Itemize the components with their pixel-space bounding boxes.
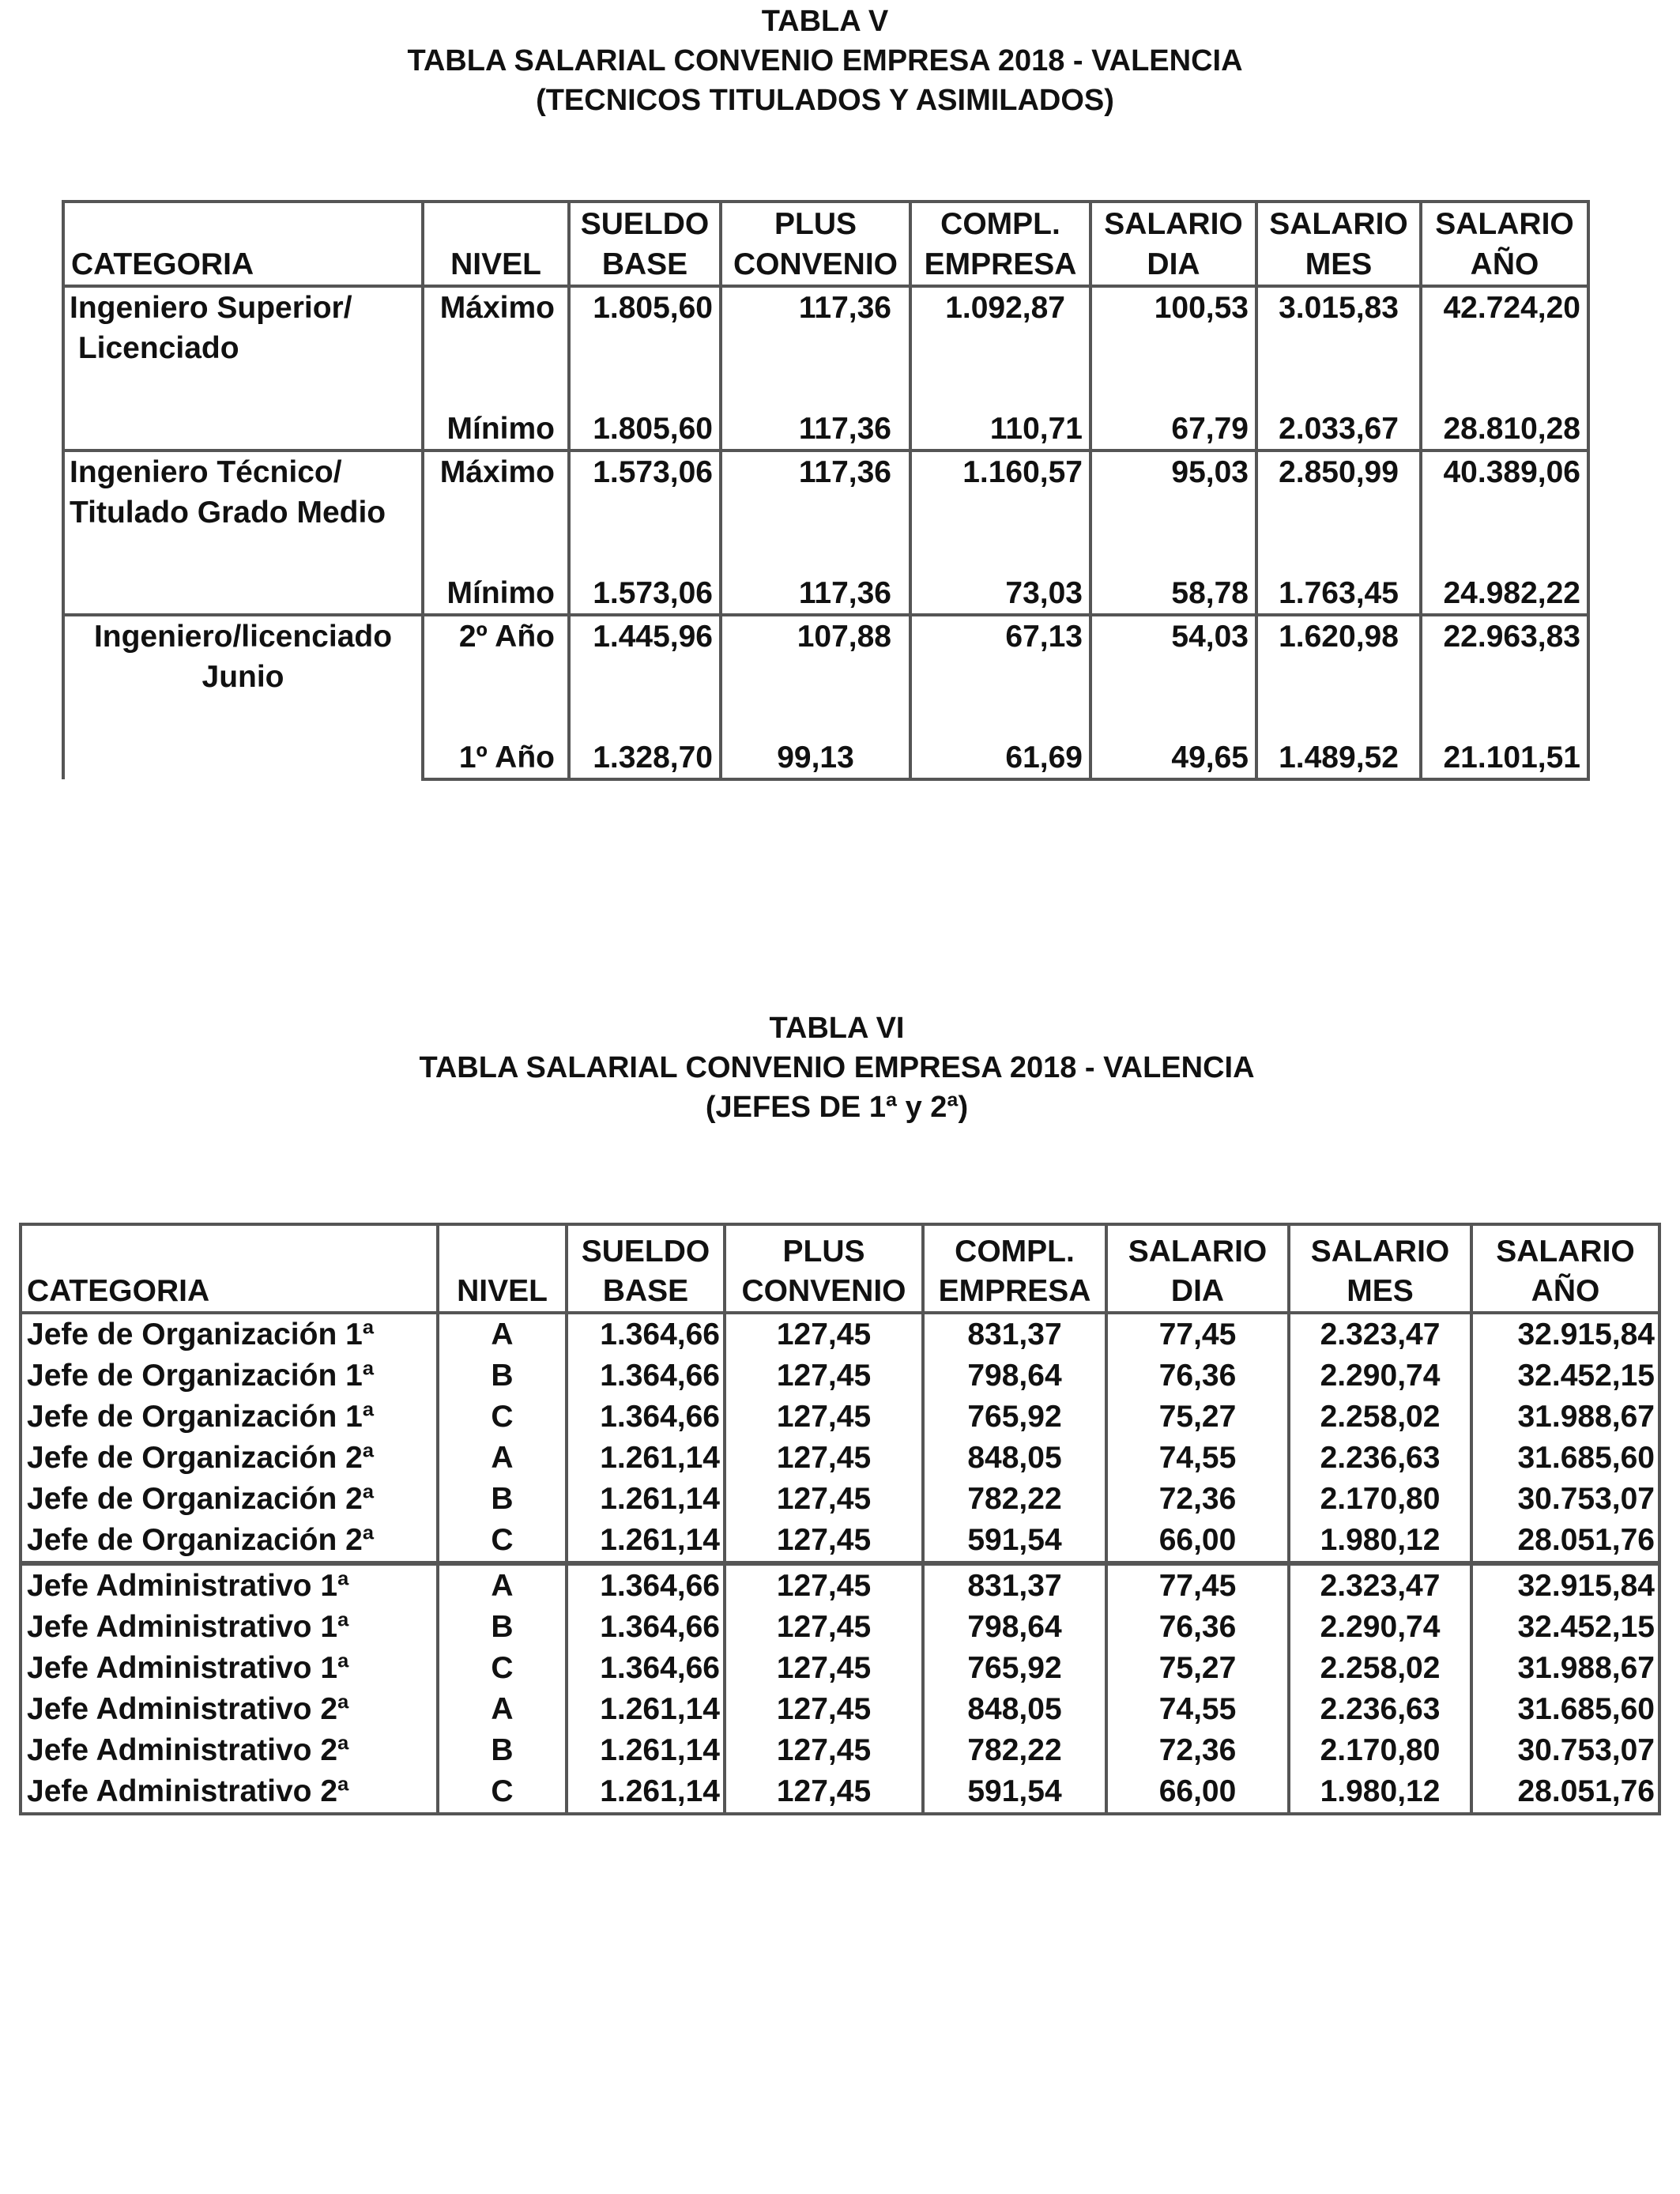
dia-cell: 75,27 <box>1106 1397 1289 1438</box>
table-row <box>21 1397 1659 1438</box>
mes-cell: 2.236,63 <box>1289 1438 1471 1479</box>
group-categoria: Ingeniero/licenciado Junio <box>63 615 423 779</box>
tabla5-title: TABLA V <box>761 5 889 38</box>
dia-cell: 76,36 <box>1106 1607 1289 1648</box>
header-sueldo-base: SUELDO BASE <box>569 202 721 286</box>
ano-cell: 24.982,22 <box>1421 573 1588 615</box>
sueldo-cell: 1.364,66 <box>567 1397 725 1438</box>
header-categoria: CATEGORIA <box>21 1224 438 1313</box>
sueldo-cell: 1.573,06 <box>569 450 721 492</box>
sueldo-cell: 1.364,66 <box>567 1313 725 1355</box>
ano-cell: 32.452,15 <box>1471 1355 1659 1397</box>
mes-cell: 2.236,63 <box>1289 1689 1471 1730</box>
mes-cell: 2.323,47 <box>1289 1563 1471 1607</box>
nivel-cell: 1º Año <box>423 737 569 779</box>
tabla6-body <box>21 1313 1659 1814</box>
header-nivel: NIVEL <box>423 202 569 286</box>
nivel-cell: A <box>438 1689 567 1730</box>
categoria-cell: Jefe de Organización 2ª <box>21 1479 438 1520</box>
nivel-cell: Mínimo <box>423 573 569 615</box>
plus-cell: 117,36 <box>721 409 910 450</box>
dia-cell: 75,27 <box>1106 1648 1289 1689</box>
mes-cell: 1.980,12 <box>1289 1520 1471 1563</box>
plus-cell: 107,88 <box>721 615 910 657</box>
ano-cell: 31.988,67 <box>1471 1648 1659 1689</box>
plus-cell: 127,45 <box>725 1563 923 1607</box>
compl-cell: 765,92 <box>923 1648 1106 1689</box>
compl-cell: 848,05 <box>923 1438 1106 1479</box>
header-salario-mes: SALARIO MES <box>1256 202 1421 286</box>
ano-cell: 32.452,15 <box>1471 1607 1659 1648</box>
nivel-cell: C <box>438 1397 567 1438</box>
table-row <box>21 1771 1659 1814</box>
nivel-cell: 2º Año <box>423 615 569 657</box>
plus-cell: 117,36 <box>721 286 910 328</box>
nivel-cell: Mínimo <box>423 409 569 450</box>
compl-cell: 1.092,87 <box>910 286 1090 328</box>
ano-cell: 30.753,07 <box>1471 1479 1659 1520</box>
sueldo-cell: 1.805,60 <box>569 286 721 328</box>
tabla6-table <box>19 1223 1661 1815</box>
categoria-cell: Jefe Administrativo 2ª <box>21 1730 438 1771</box>
mes-cell: 2.290,74 <box>1289 1607 1471 1648</box>
ano-cell: 28.810,28 <box>1421 409 1588 450</box>
table-row <box>21 1689 1659 1730</box>
header-salario-dia: SALARIO DIA <box>1090 202 1256 286</box>
plus-cell: 99,13 <box>721 737 910 779</box>
compl-cell: 591,54 <box>923 1771 1106 1814</box>
header-plus-convenio: PLUS CONVENIO <box>725 1224 923 1313</box>
dia-cell: 74,55 <box>1106 1689 1289 1730</box>
sueldo-cell: 1.261,14 <box>567 1771 725 1814</box>
header-sueldo-base: SUELDO BASE <box>567 1224 725 1313</box>
sueldo-cell: 1.261,14 <box>567 1689 725 1730</box>
group-categoria: Ingeniero Técnico/ Titulado Grado Medio <box>63 450 423 615</box>
sueldo-cell: 1.328,70 <box>569 737 721 779</box>
compl-cell: 798,64 <box>923 1355 1106 1397</box>
sueldo-cell: 1.261,14 <box>567 1520 725 1563</box>
categoria-cell: Jefe Administrativo 1ª <box>21 1563 438 1607</box>
compl-cell: 831,37 <box>923 1563 1106 1607</box>
ano-cell: 22.963,83 <box>1421 615 1588 657</box>
compl-cell: 1.160,57 <box>910 450 1090 492</box>
tabla6-title: TABLA VI <box>769 1012 905 1045</box>
tabla5-subtitle2: (TECNICOS TITULADOS Y ASIMILADOS) <box>536 84 1114 117</box>
nivel-cell: C <box>438 1648 567 1689</box>
nivel-cell: Máximo <box>423 286 569 328</box>
dia-cell: 74,55 <box>1106 1438 1289 1479</box>
table-row <box>21 1730 1659 1771</box>
categoria-cell: Jefe de Organización 2ª <box>21 1438 438 1479</box>
sueldo-cell: 1.805,60 <box>569 409 721 450</box>
plus-cell: 127,45 <box>725 1648 923 1689</box>
dia-cell: 67,79 <box>1090 409 1256 450</box>
mes-cell: 2.258,02 <box>1289 1648 1471 1689</box>
compl-cell: 765,92 <box>923 1397 1106 1438</box>
sueldo-cell: 1.573,06 <box>569 573 721 615</box>
mes-cell: 1.620,98 <box>1256 615 1421 657</box>
sueldo-cell: 1.364,66 <box>567 1563 725 1607</box>
header-salario-ano: SALARIO AÑO <box>1421 202 1588 286</box>
header-nivel: NIVEL <box>438 1224 567 1313</box>
compl-cell: 73,03 <box>910 573 1090 615</box>
header-plus-convenio: PLUS CONVENIO <box>721 202 910 286</box>
header-compl-empresa: COMPL. EMPRESA <box>923 1224 1106 1313</box>
table-row <box>21 1607 1659 1648</box>
table-row <box>21 1355 1659 1397</box>
dia-cell: 95,03 <box>1090 450 1256 492</box>
dia-cell: 49,65 <box>1090 737 1256 779</box>
dia-cell: 76,36 <box>1106 1355 1289 1397</box>
ano-cell: 21.101,51 <box>1421 737 1588 779</box>
nivel-cell: A <box>438 1313 567 1355</box>
sueldo-cell: 1.364,66 <box>567 1648 725 1689</box>
header-compl-empresa: COMPL. EMPRESA <box>910 202 1090 286</box>
tabla5-header-row <box>63 202 1588 286</box>
ano-cell: 32.915,84 <box>1471 1563 1659 1607</box>
mes-cell: 2.290,74 <box>1289 1355 1471 1397</box>
categoria-cell: Jefe de Organización 1ª <box>21 1397 438 1438</box>
tabla5-title-block <box>0 2 1650 120</box>
ano-cell: 31.685,60 <box>1471 1438 1659 1479</box>
compl-cell: 67,13 <box>910 615 1090 657</box>
table-row <box>21 1438 1659 1479</box>
nivel-cell: B <box>438 1355 567 1397</box>
compl-cell: 591,54 <box>923 1520 1106 1563</box>
categoria-cell: Jefe de Organización 1ª <box>21 1313 438 1355</box>
tabla6-title-block <box>0 1008 1674 1127</box>
plus-cell: 127,45 <box>725 1730 923 1771</box>
mes-cell: 1.489,52 <box>1256 737 1421 779</box>
ano-cell: 28.051,76 <box>1471 1771 1659 1814</box>
mes-cell: 2.850,99 <box>1256 450 1421 492</box>
mes-cell: 2.170,80 <box>1289 1479 1471 1520</box>
nivel-cell: Máximo <box>423 450 569 492</box>
mes-cell: 2.033,67 <box>1256 409 1421 450</box>
plus-cell: 117,36 <box>721 573 910 615</box>
header-categoria: CATEGORIA <box>63 202 423 286</box>
nivel-cell: C <box>438 1520 567 1563</box>
categoria-cell: Jefe Administrativo 2ª <box>21 1689 438 1730</box>
compl-cell: 831,37 <box>923 1313 1106 1355</box>
dia-cell: 77,45 <box>1106 1313 1289 1355</box>
sueldo-cell: 1.261,14 <box>567 1730 725 1771</box>
ano-cell: 32.915,84 <box>1471 1313 1659 1355</box>
plus-cell: 127,45 <box>725 1438 923 1479</box>
categoria-cell: Jefe Administrativo 1ª <box>21 1648 438 1689</box>
plus-cell: 127,45 <box>725 1520 923 1563</box>
sueldo-cell: 1.261,14 <box>567 1438 725 1479</box>
mes-cell: 1.980,12 <box>1289 1771 1471 1814</box>
tabla6-subtitle: TABLA SALARIAL CONVENIO EMPRESA 2018 - VALENCIA <box>419 1051 1255 1084</box>
compl-cell: 61,69 <box>910 737 1090 779</box>
sueldo-cell: 1.364,66 <box>567 1355 725 1397</box>
tabla6-subtitle2: (JEFES DE 1ª y 2ª) <box>705 1091 969 1124</box>
table-row <box>63 286 1588 328</box>
tabla5-table <box>62 200 1590 781</box>
nivel-cell: B <box>438 1730 567 1771</box>
compl-cell: 798,64 <box>923 1607 1106 1648</box>
plus-cell: 127,45 <box>725 1313 923 1355</box>
sueldo-cell: 1.364,66 <box>567 1607 725 1648</box>
plus-cell: 127,45 <box>725 1355 923 1397</box>
header-salario-ano: SALARIO AÑO <box>1471 1224 1659 1313</box>
ano-cell: 31.685,60 <box>1471 1689 1659 1730</box>
categoria-cell: Jefe de Organización 2ª <box>21 1520 438 1563</box>
dia-cell: 58,78 <box>1090 573 1256 615</box>
plus-cell: 117,36 <box>721 450 910 492</box>
dia-cell: 72,36 <box>1106 1479 1289 1520</box>
mes-cell: 3.015,83 <box>1256 286 1421 328</box>
plus-cell: 127,45 <box>725 1689 923 1730</box>
nivel-cell: B <box>438 1479 567 1520</box>
mes-cell: 2.170,80 <box>1289 1730 1471 1771</box>
dia-cell: 100,53 <box>1090 286 1256 328</box>
categoria-cell: Jefe de Organización 1ª <box>21 1355 438 1397</box>
dia-cell: 72,36 <box>1106 1730 1289 1771</box>
nivel-cell: A <box>438 1563 567 1607</box>
ano-cell: 30.753,07 <box>1471 1730 1659 1771</box>
tabla5-subtitle: TABLA SALARIAL CONVENIO EMPRESA 2018 - VALENCIA <box>407 44 1243 77</box>
nivel-cell: B <box>438 1607 567 1648</box>
plus-cell: 127,45 <box>725 1397 923 1438</box>
nivel-cell: A <box>438 1438 567 1479</box>
dia-cell: 66,00 <box>1106 1771 1289 1814</box>
dia-cell: 54,03 <box>1090 615 1256 657</box>
dia-cell: 66,00 <box>1106 1520 1289 1563</box>
plus-cell: 127,45 <box>725 1607 923 1648</box>
ano-cell: 28.051,76 <box>1471 1520 1659 1563</box>
tabla6-header-row <box>21 1224 1659 1313</box>
table-row <box>63 615 1588 657</box>
compl-cell: 782,22 <box>923 1730 1106 1771</box>
mes-cell: 2.258,02 <box>1289 1397 1471 1438</box>
table-row <box>63 450 1588 492</box>
mes-cell: 2.323,47 <box>1289 1313 1471 1355</box>
nivel-cell: C <box>438 1771 567 1814</box>
compl-cell: 848,05 <box>923 1689 1106 1730</box>
plus-cell: 127,45 <box>725 1771 923 1814</box>
compl-cell: 110,71 <box>910 409 1090 450</box>
table-row <box>21 1479 1659 1520</box>
sueldo-cell: 1.261,14 <box>567 1479 725 1520</box>
table-row <box>21 1313 1659 1355</box>
categoria-cell: Jefe Administrativo 1ª <box>21 1607 438 1648</box>
ano-cell: 40.389,06 <box>1421 450 1588 492</box>
sueldo-cell: 1.445,96 <box>569 615 721 657</box>
header-salario-mes: SALARIO MES <box>1289 1224 1471 1313</box>
table-row <box>21 1648 1659 1689</box>
plus-cell: 127,45 <box>725 1479 923 1520</box>
dia-cell: 77,45 <box>1106 1563 1289 1607</box>
table-row <box>21 1520 1659 1563</box>
table-row <box>21 1563 1659 1607</box>
categoria-cell: Jefe Administrativo 2ª <box>21 1771 438 1814</box>
compl-cell: 782,22 <box>923 1479 1106 1520</box>
group-categoria: Ingeniero Superior/ Licenciado <box>63 286 423 450</box>
header-salario-dia: SALARIO DIA <box>1106 1224 1289 1313</box>
ano-cell: 42.724,20 <box>1421 286 1588 328</box>
mes-cell: 1.763,45 <box>1256 573 1421 615</box>
ano-cell: 31.988,67 <box>1471 1397 1659 1438</box>
